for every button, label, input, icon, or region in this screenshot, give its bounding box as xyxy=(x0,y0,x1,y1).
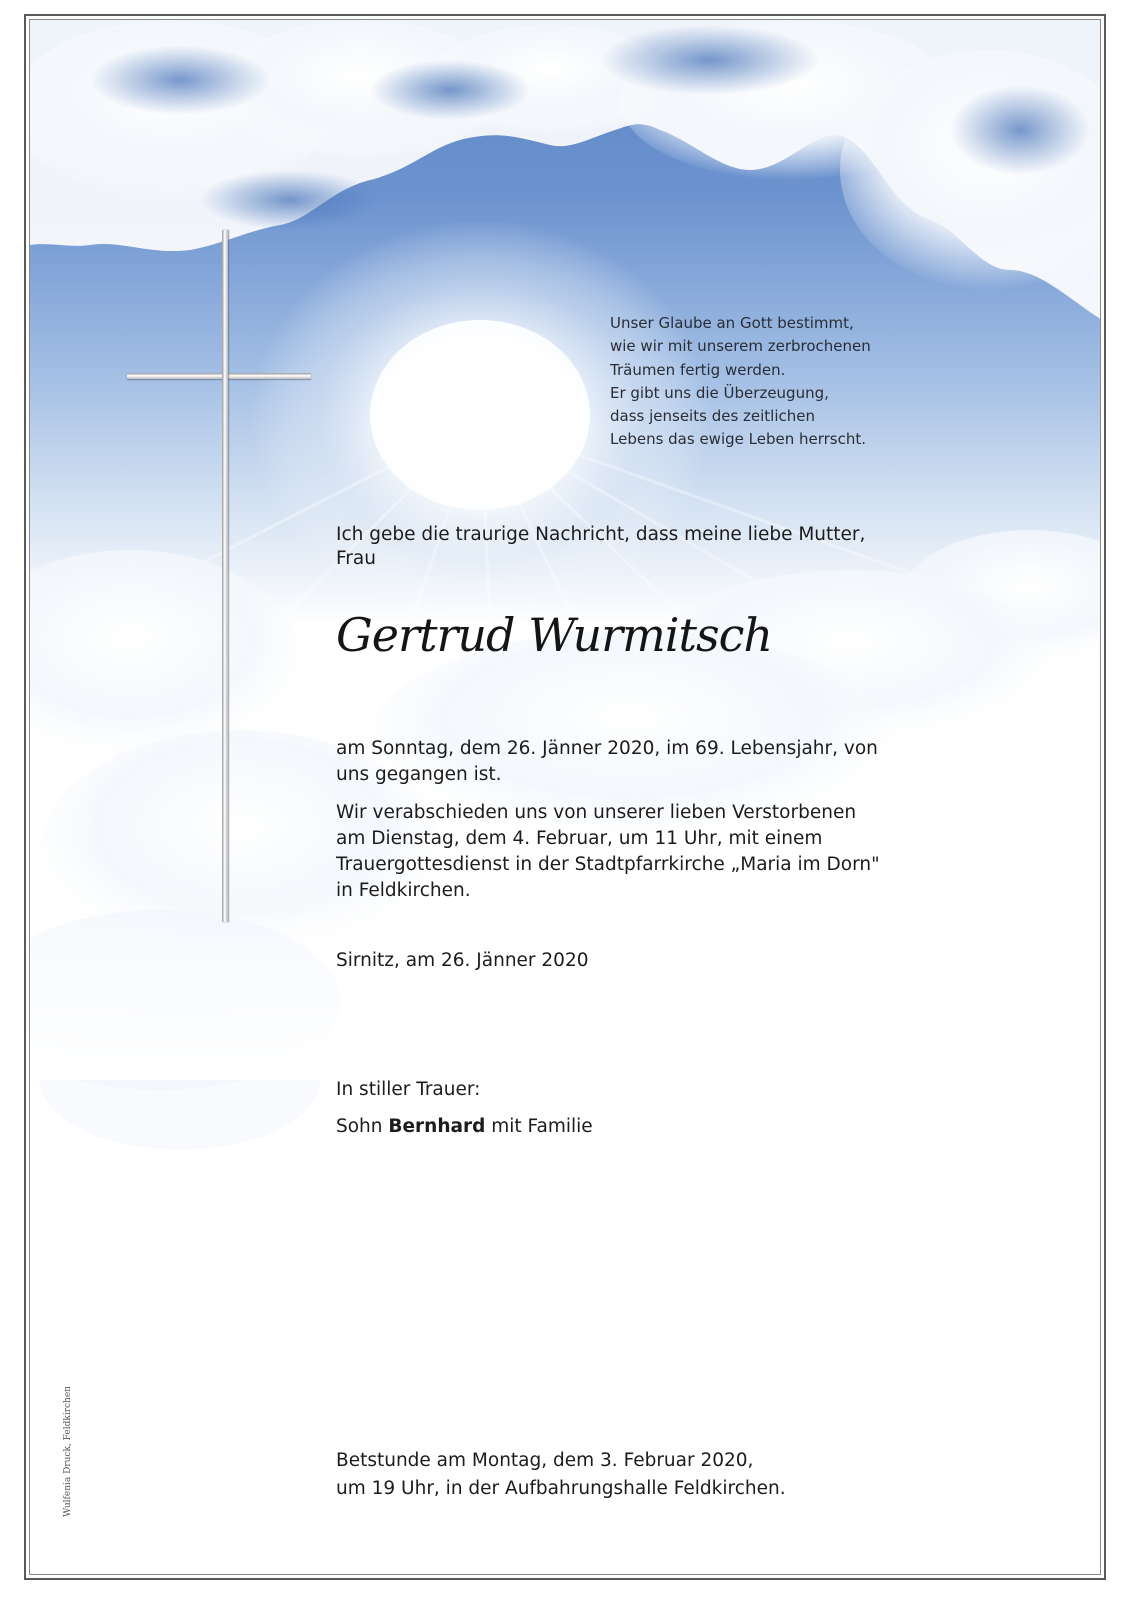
death-line-1: am Sonntag, dem 26. Jänner 2020, im 69. Lebensjahr, von xyxy=(336,738,878,759)
printer-imprint: Wulfenia Druck, Feldkirchen xyxy=(63,1386,73,1517)
funeral-line-4: in Feldkirchen. xyxy=(336,880,471,901)
funeral-line-1: Wir verabschieden uns von unserer lieben Verstorbenen xyxy=(336,802,857,823)
quote-line: dass jenseits des zeitlichen xyxy=(610,407,815,426)
inner-frame xyxy=(29,19,1101,1575)
cross-vertical-beam xyxy=(222,230,228,922)
mourner-name: Bernhard xyxy=(388,1116,486,1137)
quote-line: Lebens das ewige Leben herrscht. xyxy=(610,430,867,449)
cross-horizontal-beam xyxy=(127,373,311,379)
quote-line: wie wir mit unserem zerbrochenen xyxy=(610,337,871,356)
quote-line: Träumen fertig werden. xyxy=(610,360,786,379)
place-date: Sirnitz, am 26. Jänner 2020 xyxy=(336,950,589,971)
prayer-line-2: um 19 Uhr, in der Aufbahrungshalle Feldkirchen. xyxy=(336,1478,786,1499)
prayer-line-1: Betstunde am Montag, dem 3. Februar 2020, xyxy=(336,1450,754,1471)
deceased-name: Gertrud Wurmitsch xyxy=(336,608,772,662)
funeral-line-3: Trauergottesdienst in der Stadtpfarrkirche „Maria im Dorn" xyxy=(336,854,880,875)
mourner-prefix: Sohn xyxy=(336,1116,383,1137)
funeral-line-2: am Dienstag, dem 4. Februar, um 11 Uhr, mit einem xyxy=(336,828,823,849)
intro-line-1: Ich gebe die traurige Nachricht, dass meine liebe Mutter, xyxy=(336,524,866,545)
quote-line: Er gibt uns die Überzeugung, xyxy=(610,383,829,402)
death-line-2: uns gegangen ist. xyxy=(336,764,502,785)
sky-background xyxy=(30,20,1101,1575)
faith-quote xyxy=(610,312,1010,452)
quote-line: Unser Glaube an Gott bestimmt, xyxy=(610,314,854,332)
intro-line-2: Frau xyxy=(336,548,376,569)
mourner-suffix: mit Familie xyxy=(491,1116,593,1137)
mourner-line xyxy=(336,1114,593,1140)
mourning-heading: In stiller Trauer: xyxy=(336,1079,481,1100)
